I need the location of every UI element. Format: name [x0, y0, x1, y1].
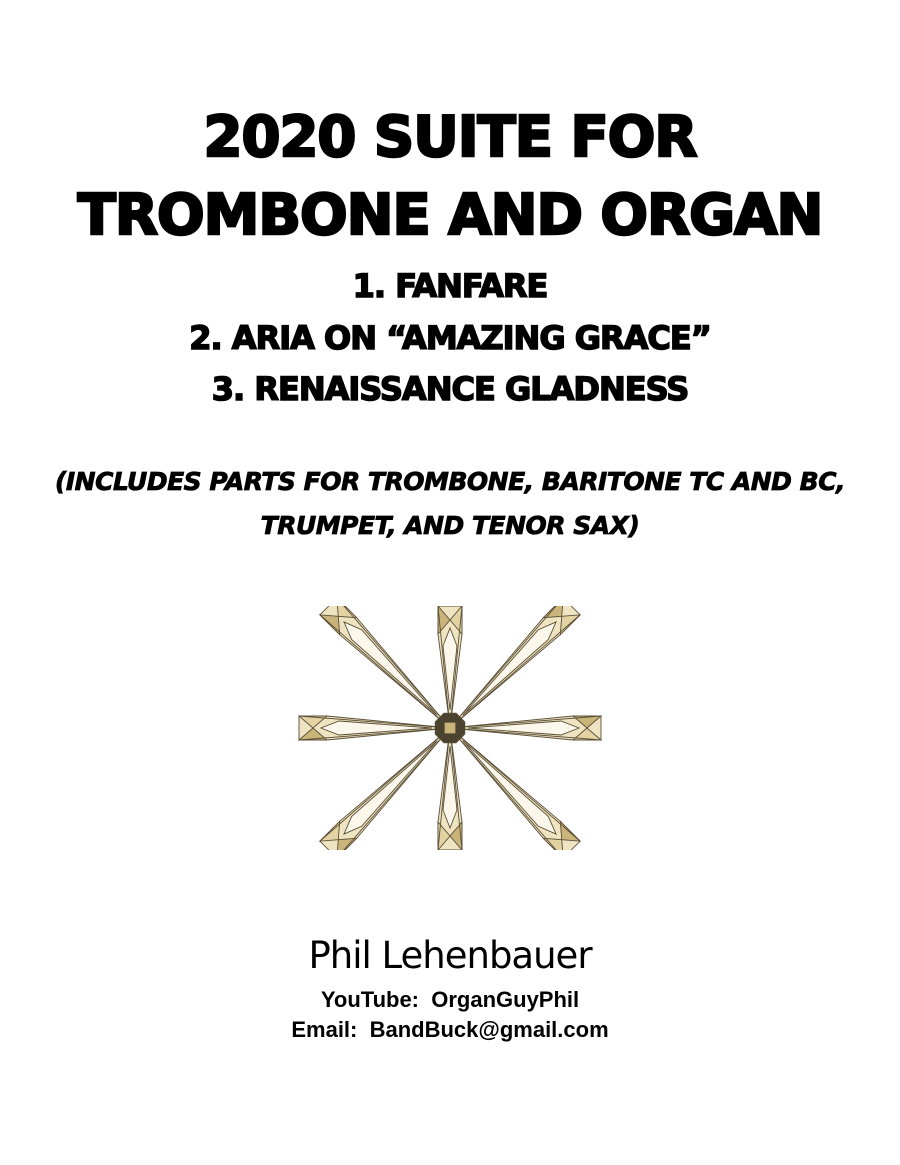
star-arm	[438, 728, 462, 850]
parts-note-line-2: TRUMPET, AND TENOR SAX)	[260, 511, 640, 540]
author-name: Phil Lehenbauer	[308, 934, 592, 977]
star-center-inner	[444, 722, 455, 733]
star-arm	[438, 606, 462, 728]
movement-1: 1. FANFARE	[352, 267, 548, 305]
title-line-2: TROMBONE AND ORGAN	[77, 183, 823, 248]
movement-3: 3. RENAISSANCE GLADNESS	[211, 370, 689, 408]
star-arm	[450, 716, 601, 740]
movement-2: 2. ARIA ON “AMAZING GRACE”	[189, 319, 711, 357]
star-arm	[299, 716, 450, 740]
youtube-contact: YouTube: OrganGuyPhil	[320, 987, 580, 1012]
parts-note-line-1: (INCLUDES PARTS FOR TROMBONE, BARITONE TC AND BC,	[54, 467, 846, 496]
eight-pointed-star-icon	[298, 606, 602, 850]
title-line-1: 2020 SUITE FOR	[203, 105, 697, 170]
email-contact: Email: BandBuck@gmail.com	[291, 1017, 609, 1042]
